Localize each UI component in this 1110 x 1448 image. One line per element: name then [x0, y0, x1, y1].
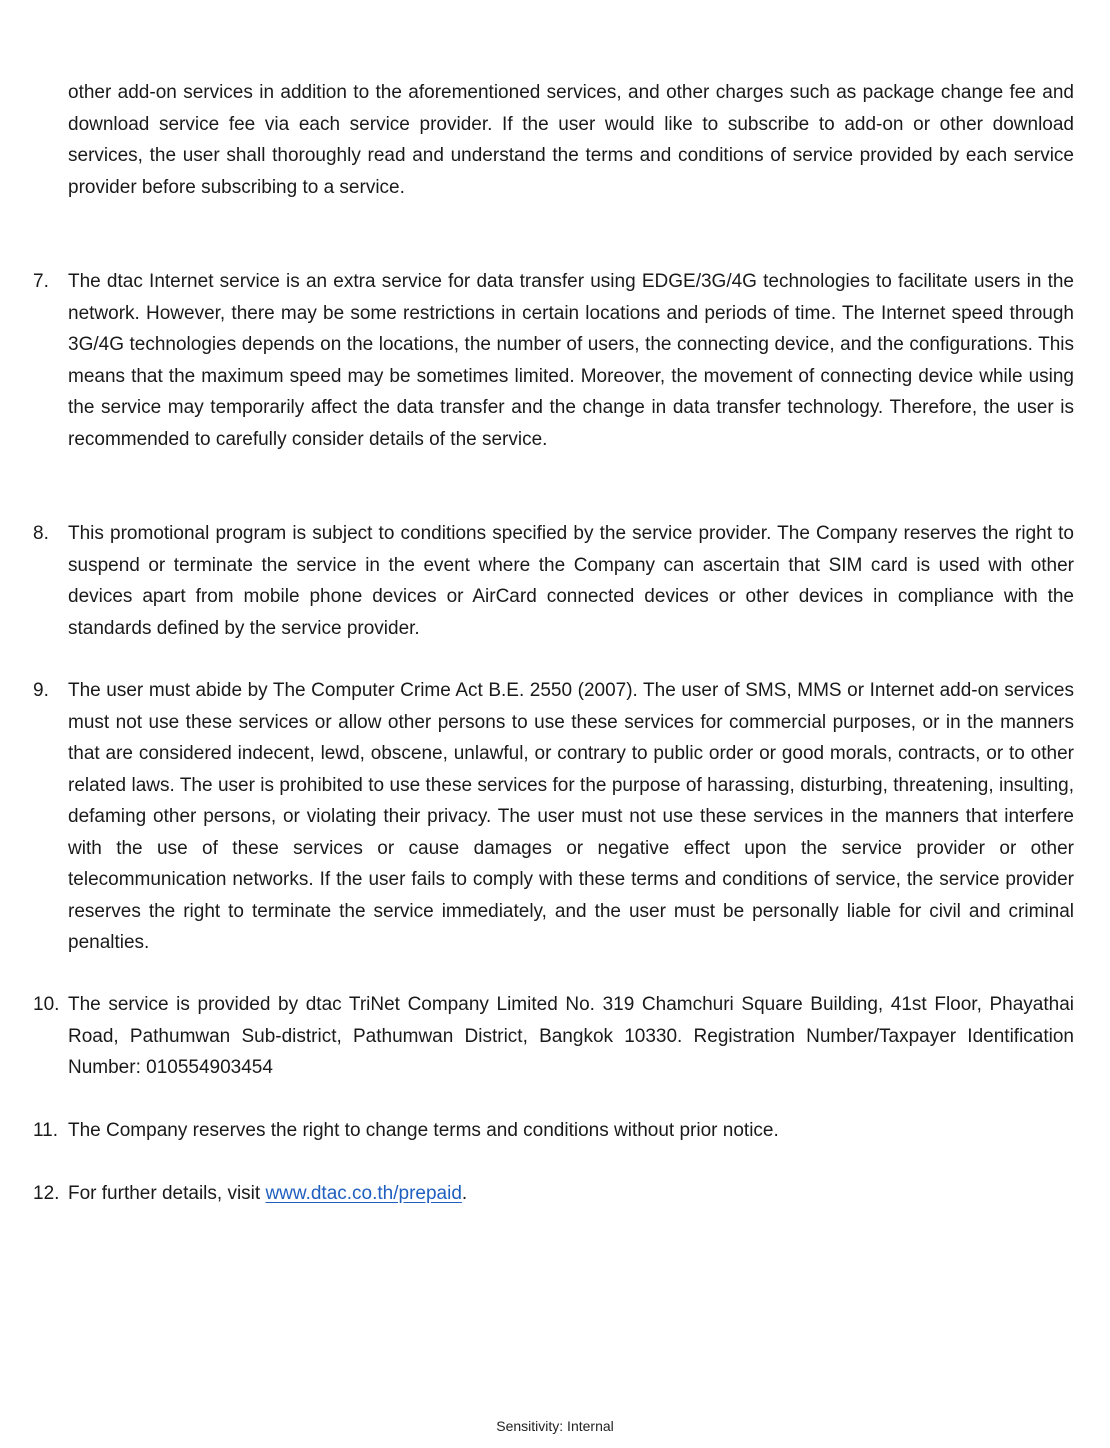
item-7-number: 7. [33, 271, 49, 292]
item-11-number: 11. [33, 1120, 59, 1141]
item-8-number: 8. [33, 523, 49, 544]
item-12-number: 12. [33, 1183, 60, 1204]
sensitivity-label: Sensitivity: Internal [496, 1418, 614, 1434]
item-9-number: 9. [33, 680, 49, 701]
intro-continuation-paragraph: other add-on services in addition to the aforementioned services, and other charges such as package change fee and download service fee via each service provider. If the user would like to subscribe to add-on or other download services, the user shall thoroughly read and understand the terms and conditions of service provided by each service provider before subscribing to a service. [68, 82, 1074, 198]
item-8-text: This promotional program is subject to conditions specified by the service provider. The Company reserves the right to suspend or terminate the service in the event where the Company can ascertain that SIM card is used with other devices apart from mobile phone devices or AirCard connected devices or other devices in compliance with the standards defined by the service provider. [68, 523, 1074, 639]
item-7-text: The dtac Internet service is an extra service for data transfer using EDGE/3G/4G technologies to facilitate users in the network. However, there may be some restrictions in certain locations and periods of time. The Internet speed through 3G/4G technologies depends on the locations, the number of users, the connecting device, and the configurations. This means that the maximum speed may be sometimes limited. Moreover, the movement of connecting device while using the service may temporarily affect the data transfer and the change in data transfer technology. Therefore, the user is recommended to carefully consider details of the service. [68, 271, 1074, 450]
item-12-text [68, 1178, 1074, 1210]
item-12-text-before-link: For further details, visit [68, 1183, 266, 1204]
item-11-text: The Company reserves the right to change terms and conditions without prior notice. [68, 1120, 779, 1141]
item-10-text: The service is provided by dtac TriNet Company Limited No. 319 Chamchuri Square Building, 41st Floor, Phayathai Road, Pathumwan Sub-district, Pathumwan District, Bangkok 10330. Registration Number/Taxpayer Identification Number: 010554903454 [68, 994, 1074, 1078]
item-10-number: 10. [33, 994, 60, 1015]
prepaid-website-link[interactable]: www.dtac.co.th/prepaid [265, 1183, 462, 1204]
item-9-text: The user must abide by The Computer Crime Act B.E. 2550 (2007). The user of SMS, MMS or Internet add-on services must not use these services or allow other persons to use these services for commercial purposes, or in the manners that are considered indecent, lewd, obscene, unlawful, or contrary to public order or good morals, contracts, or to other related laws. The user is prohibited to use these services for the purpose of harassing, disturbing, threatening, insulting, defaming other persons, or violating their privacy. The user must not use these services in the manners that interfere with the use of these services or cause damages or negative effect upon the service provider or other telecommunication networks. If the user fails to comply with these terms and conditions of service, the service provider reserves the right to terminate the service immediately, and the user must be personally liable for civil and criminal penalties. [68, 680, 1074, 953]
item-12-text-after-link: . [461, 1183, 468, 1204]
